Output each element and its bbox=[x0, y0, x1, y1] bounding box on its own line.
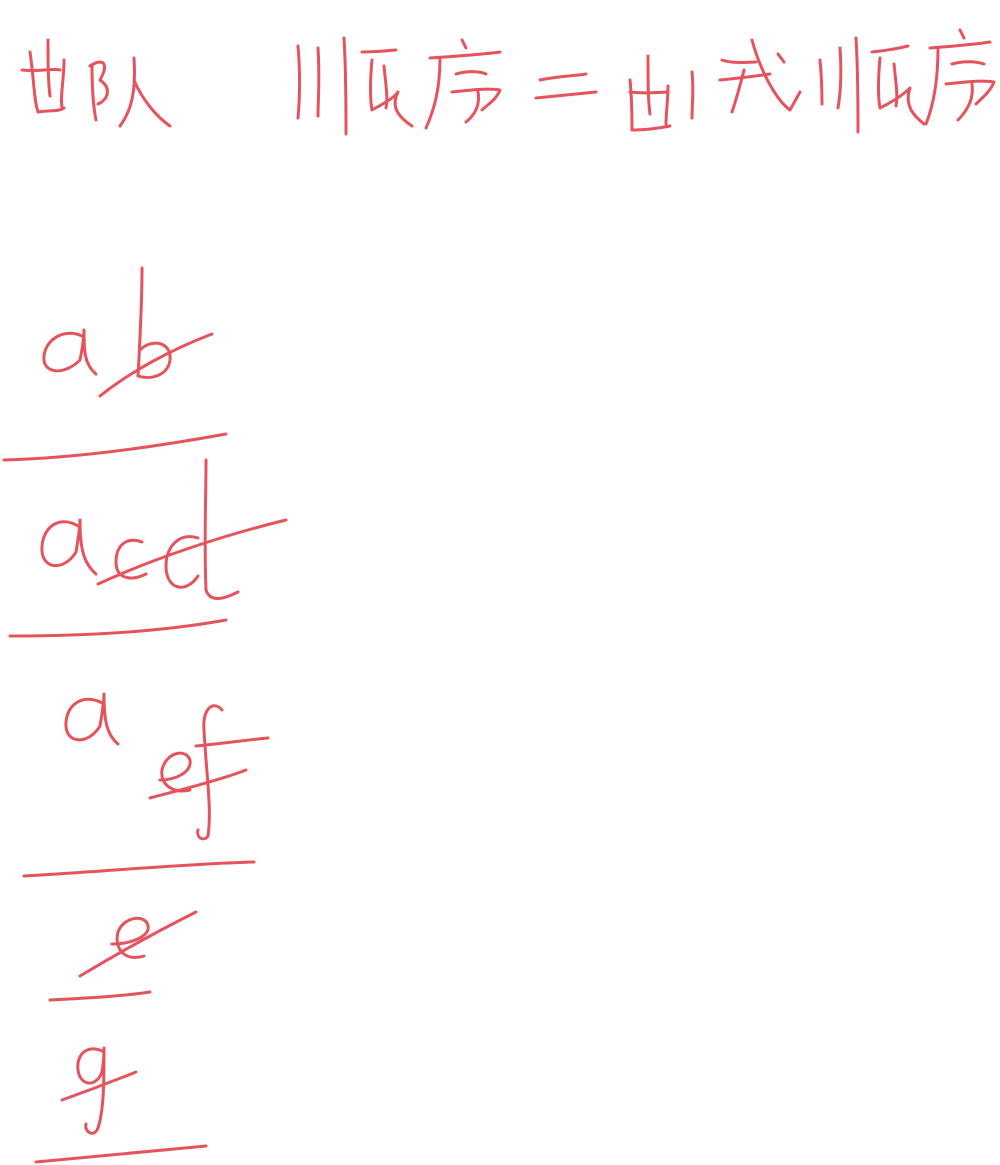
glyph-xu-2 bbox=[926, 30, 994, 124]
row2-underline bbox=[10, 620, 226, 636]
row3-letter-e bbox=[160, 753, 190, 791]
glyph-zhan bbox=[692, 40, 800, 118]
glyph-xu bbox=[426, 40, 500, 128]
row2-strike bbox=[98, 520, 286, 584]
glyph-chu-2 bbox=[630, 56, 670, 130]
glyph-shun-2 bbox=[820, 38, 924, 132]
row3-letter-a bbox=[66, 694, 118, 744]
row4-strike bbox=[80, 912, 196, 976]
glyph-chu-1 bbox=[22, 40, 64, 112]
row2-letter-a bbox=[42, 520, 96, 574]
glyph-dui bbox=[90, 58, 170, 126]
row3-letter-f bbox=[196, 706, 268, 839]
title-strokes bbox=[22, 30, 994, 134]
row3-underline bbox=[24, 862, 254, 876]
row1-letter-a bbox=[44, 330, 96, 374]
row5-underline bbox=[36, 1146, 206, 1162]
row2-letter-cd bbox=[116, 460, 238, 599]
row4-letter-e bbox=[112, 918, 148, 957]
row4-underline bbox=[50, 992, 150, 1000]
glyph-equals bbox=[536, 74, 596, 98]
glyph-shun bbox=[298, 38, 412, 134]
row1-underline bbox=[4, 434, 226, 460]
rows-strokes bbox=[4, 268, 286, 1162]
